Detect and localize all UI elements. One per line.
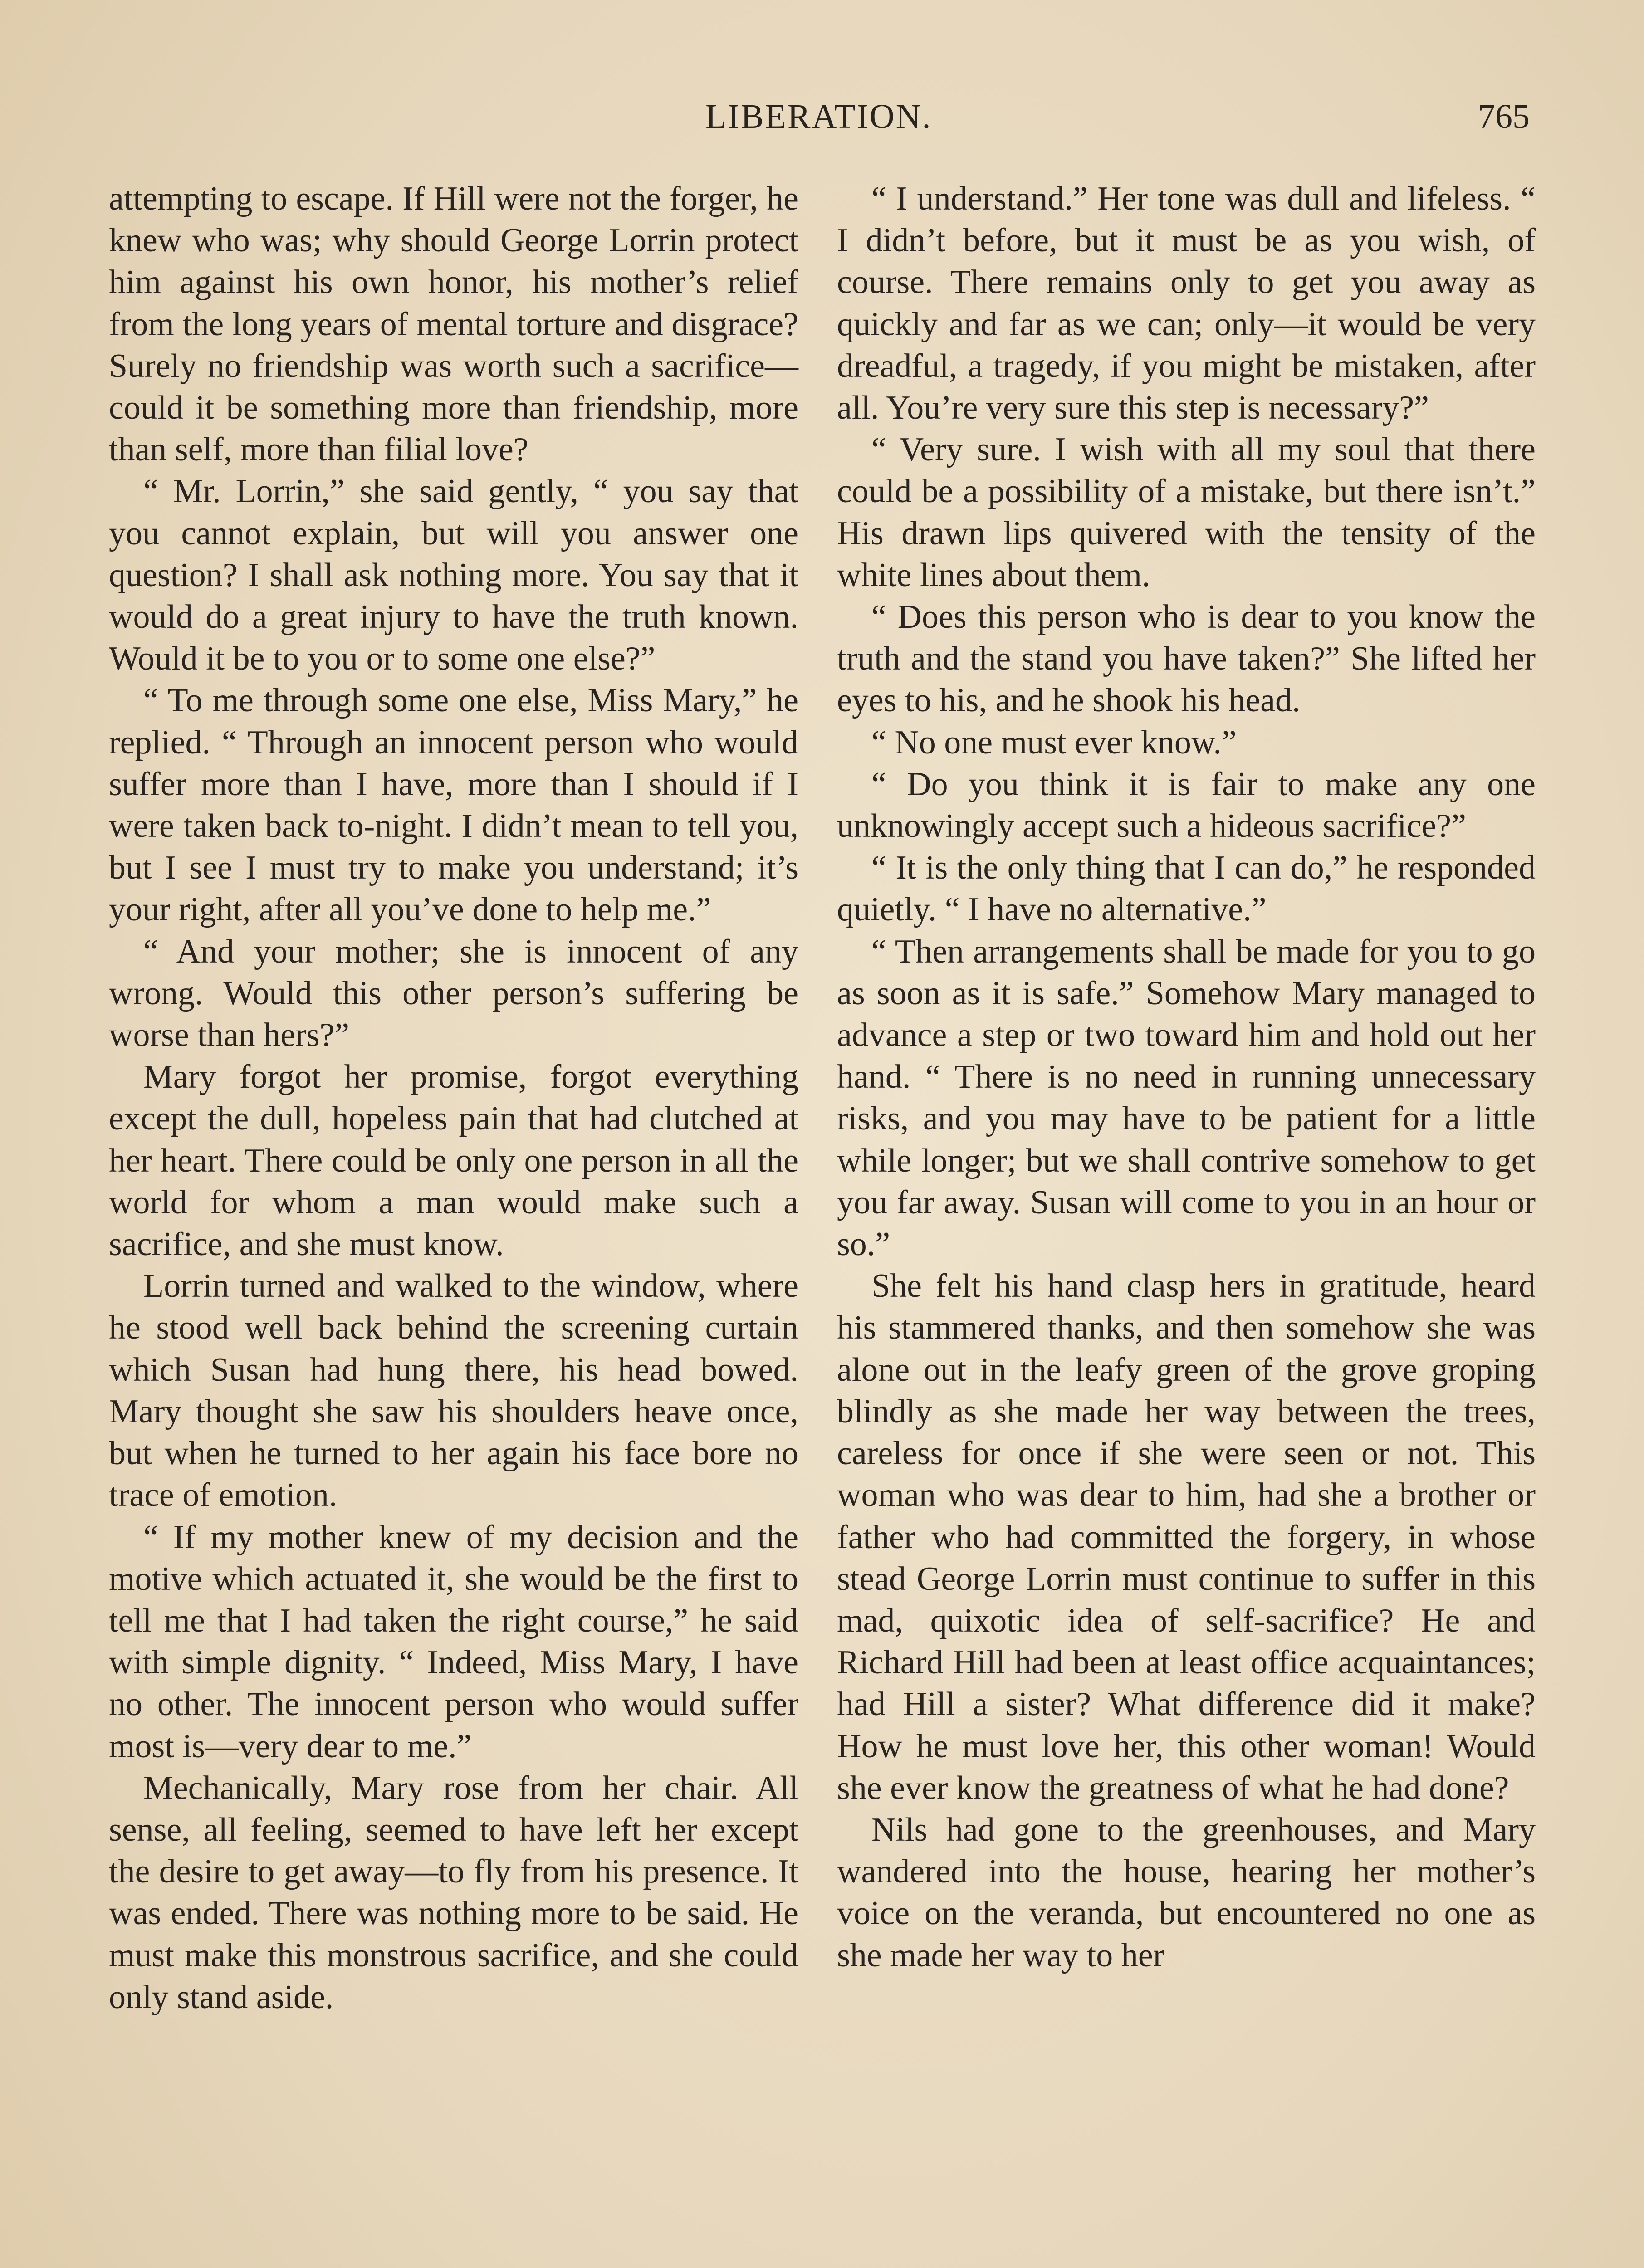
paragraph: “ Very sure. I wish with all my soul that there could be a possibility of a mistake, but there isn’t.” His drawn lips quivered with the tensity of the white lines about them. <box>837 431 1536 594</box>
paragraph: “ Then arrangements shall be made for you to go as soon as it is safe.” Somehow Mary managed to advance a step or two toward him and hold out her hand. “ There is no need in running unnecessary risks, and you may have to be patient for a little while longer; but we shall contrive somehow to get you far away. Susan will come to you in an hour or so.” <box>837 933 1536 1263</box>
paragraph: “ If my mother knew of my decision and the motive which actuated it, she would be the first to tell me that I had taken the right course,” he said with simple dignity. “ Indeed, Miss Mary, I have no other. The innocent person who would suffer most is—very dear to me.” <box>109 1518 798 1765</box>
paragraph: “ To me through some one else, Miss Mary,” he replied. “ Through an innocent person who would suffer more than I have, more than I should if I were taken back to-night. I didn’t mean to tell you, but I see I must try to make you understand; it’s your right, after all you’ve done to help me.” <box>109 682 798 929</box>
paragraph: “ Mr. Lorrin,” she said gently, “ you say that you cannot explain, but will you answer one question? I shall ask nothing more. You say that it would do a great injury to have the truth known. Would it be to you or to some one else?” <box>109 473 798 678</box>
page-number: 765 <box>1478 98 1530 136</box>
paragraph: “ It is the only thing that I can do,” he responded quietly. “ I have no alternative.” <box>837 849 1536 929</box>
paragraph: Mary forgot her promise, forgot everything except the dull, hopeless pain that had clutched at her heart. There could be only one person in all the world for whom a man would make such a sacrifice, and she must know. <box>109 1058 798 1263</box>
paragraph: She felt his hand clasp hers in gratitude, heard his stammered thanks, and then somehow she was alone out in the leafy green of the grove groping blindly as she made her way between the trees, careless for once if she were seen or not. This woman who was dear to him, had she a brother or father who had committed the forgery, in whose stead George Lorrin must continue to suffer in this mad, quixotic idea of self-sacrifice? He and Richard Hill had been at least office acquaintances; had Hill a sister? What difference did it make? How he must love her, this other woman! Would she ever know the greatness of what he had done? <box>837 1267 1536 1807</box>
paragraph: “ Does this person who is dear to you know the truth and the stand you have taken?” She lifted her eyes to his, and he shook his head. <box>837 598 1536 719</box>
paragraph: Mechanically, Mary rose from her chair. All sense, all feeling, seemed to have left her except the desire to get away—to fly from his presence. It was ended. There was nothing more to be said. He must make this monstrous sacrifice, and she could only stand aside. <box>109 1769 798 2016</box>
paragraph: “ And your mother; she is innocent of any wrong. Would this other person’s suffering be worse than hers?” <box>109 933 798 1054</box>
running-title: LIBERATION. <box>705 98 932 136</box>
paragraph: “ Do you think it is fair to make any one unknowingly accept such a hideous sacrifice?” <box>837 765 1536 845</box>
paragraph: Nils had gone to the greenhouses, and Mary wandered into the house, hearing her mother’s voice on the veranda, but encountered no one as she made her way to her <box>837 1811 1536 1974</box>
right-text-column <box>837 178 1536 1976</box>
left-text-column <box>109 178 798 2018</box>
paragraph: Lorrin turned and walked to the window, where he stood well back behind the screening curtain which Susan had hung there, his head bowed. Mary thought she saw his shoulders heave once, but when he turned to her again his face bore no trace of emotion. <box>109 1267 798 1514</box>
paragraph: attempting to escape. If Hill were not the forger, he knew who was; why should George Lorrin protect him against his own honor, his mother’s relief from the long years of mental torture and disgrace? Surely no friendship was worth such a sacrifice—could it be something more than friendship, more than self, more than filial love? <box>109 180 798 469</box>
paragraph: “ I understand.” Her tone was dull and lifeless. “ I didn’t before, but it must be as you wish, of course. There remains only to get you away as quickly and far as we can; only—it would be very dreadful, a tragedy, if you might be mistaken, after all. You’re very sure this step is necessary?” <box>837 180 1536 427</box>
paragraph: “ No one must ever know.” <box>871 723 1237 761</box>
